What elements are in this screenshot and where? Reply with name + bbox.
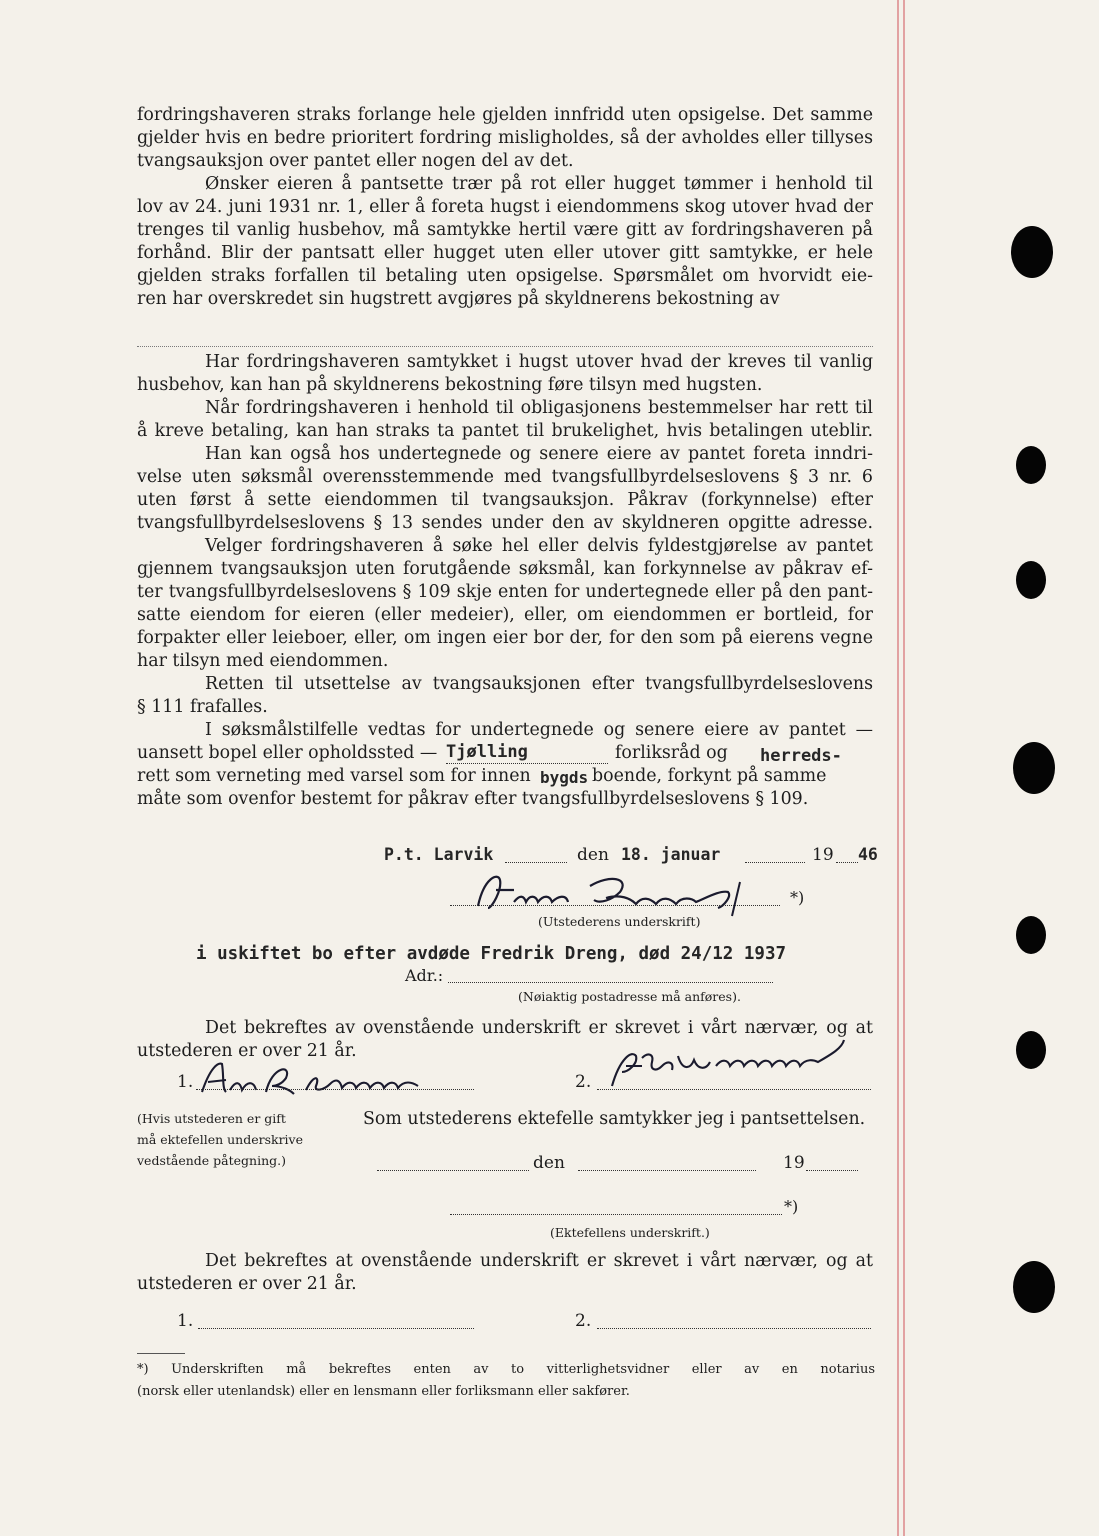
text-line: gjennem tvangsauksjon uten forutgående søksmål, kan forkynnelse av påkrav ef-	[137, 559, 873, 579]
text-line: Ønsker eieren å pantsette trær på rot eller hugget tømmer i henhold til	[205, 174, 873, 194]
text-line: Retten til utsettelse av tvangsauksjonen efter tvangsfullbyrdelseslovens	[205, 674, 873, 694]
punch-hole	[1011, 226, 1053, 278]
witness-line	[597, 1328, 871, 1329]
spouse-note	[137, 1108, 303, 1171]
adr-label: Adr.:	[405, 966, 444, 985]
footnote-line: *) Underskriften må bekreftes enten av to vitterlighetsvidner eller av en notarius	[137, 1362, 875, 1377]
text-line: Har fordringshaveren samtykket i hugst utover hvad der kreves til vanlig	[205, 352, 873, 372]
spouse-den-label: den	[533, 1153, 565, 1173]
spouse-caption: (Ektefellens underskrift.)	[550, 1225, 710, 1240]
spouse-consent: Som utstederens ektefelle samtykker jeg i pantsettelsen.	[363, 1109, 866, 1129]
text-line: fordringshaveren straks forlange hele gjelden innfridd uten opsigelse. Det samme	[137, 105, 873, 125]
spouse-note-line: (Hvis utstederen er gift	[137, 1111, 286, 1126]
witness-number: 1.	[177, 1072, 194, 1092]
den-label: den	[577, 845, 609, 865]
text-line: trenges til vanlig husbehov, må samtykke hertil være gitt av fordringshaveren på	[137, 220, 873, 240]
text-line: velse uten søksmål overensstemmende med tvangsfullbyrdelseslovens § 3 nr. 6	[137, 467, 873, 487]
text-line: Han kan også hos undertegnede og senere eiere av pantet foreta inndri-	[205, 444, 873, 464]
footnote-rule	[137, 1353, 185, 1354]
spouse-year-prefix: 19	[783, 1153, 805, 1173]
witness-line	[198, 1328, 474, 1329]
text-line: uten først å sette eiendommen til tvangsauksjon. Påkrav (forkynnelse) efter	[137, 490, 873, 510]
text-line: Velger fordringshaveren å søke hel eller delvis fyldestgjørelse av pantet	[205, 536, 873, 556]
confirm-text: utstederen er over 21 år.	[137, 1274, 357, 1294]
text-line: rett som verneting med varsel som for innen	[137, 766, 531, 786]
court-place: Tjølling	[446, 742, 528, 762]
text-line: måte som ovenfor bestemt for påkrav efter tvangsfullbyrdelseslovens § 109.	[137, 789, 809, 809]
witness-number: 1.	[177, 1311, 194, 1331]
text-line: lov av 24. juni 1931 nr. 1, eller å foreta hugst i eiendommens skog utover hvad der	[137, 197, 873, 217]
text-line: gjelder hvis en bedre prioritert fordring misligholdes, så der avholdes eller tillyses	[137, 128, 873, 148]
day-month: 18. januar	[621, 845, 721, 864]
text-line: ter tvangsfullbyrdelseslovens § 109 skje enten for undertegnede eller på den pant-	[137, 582, 873, 602]
punch-hole	[1013, 1261, 1055, 1313]
witness-line	[196, 1089, 474, 1090]
witness-line	[597, 1089, 871, 1090]
asterisk-marker: *)	[784, 1197, 799, 1216]
issuer-note: i uskiftet bo efter avdøde Fredrik Dreng, død 24/12 1937	[196, 944, 787, 964]
place: P.t. Larvik	[384, 845, 494, 864]
court-type: herreds-	[760, 746, 842, 766]
punch-hole	[1016, 446, 1046, 484]
witness-signature-2	[602, 1036, 852, 1092]
punch-hole	[1016, 916, 1046, 954]
issuer-signature	[470, 868, 770, 918]
text-line: å kreve betaling, kan han straks ta pantet til brukelighet, hvis betalingen uteblir.	[137, 421, 873, 441]
text-line: ren har overskredet sin hugstrett avgjøres på skyldnerens bekostning av	[137, 289, 780, 309]
blank-line	[446, 763, 608, 764]
text-line: satte eiendom for eieren (eller medeier), eller, om eiendommen er bortleid, for	[137, 605, 873, 625]
address-line	[448, 982, 773, 983]
blank-line	[745, 862, 805, 863]
asterisk-marker: *)	[790, 888, 805, 907]
dotted-separator	[137, 346, 873, 347]
punch-hole	[1016, 1031, 1046, 1069]
confirm-text: utstederen er over 21 år.	[137, 1041, 357, 1061]
text-line: tvangsauksjon over pantet eller nogen del av det.	[137, 151, 574, 171]
blank-line	[578, 1170, 756, 1171]
text-line: husbehov, kan han på skyldnerens bekostning føre tilsyn med hugsten.	[137, 375, 763, 395]
witness-number: 2.	[575, 1072, 592, 1092]
signature-line	[450, 905, 780, 906]
spouse-note-line: må ektefellen underskrive	[137, 1132, 304, 1147]
confirm-text: Det bekreftes av ovenstående underskrift er skrevet i vårt nærvær, og at	[205, 1018, 873, 1038]
footnote-line: (norsk eller utenlandsk) eller en lensmann eller forliksmann eller sakfører.	[137, 1384, 630, 1399]
text-line: har tilsyn med eiendommen.	[137, 651, 389, 671]
confirm-text: Det bekreftes at ovenstående underskrift er skrevet i vårt nærvær, og at	[205, 1251, 873, 1271]
spouse-note-line: vedstående påtegning.)	[137, 1153, 286, 1168]
witness-number: 2.	[575, 1311, 592, 1331]
text-line: forhånd. Blir der pantsatt eller hugget uten eller utover gitt samtykke, er hele	[137, 243, 873, 263]
text-line: Når fordringshaveren i henhold til obligasjonens bestemmelser har rett til	[205, 398, 873, 418]
year-suffix: 46	[858, 845, 878, 864]
signature-caption: (Utstederens underskrift)	[538, 914, 701, 929]
blank-line	[806, 1170, 858, 1171]
address-caption: (Nøiaktig postadresse må anføres).	[518, 989, 741, 1004]
margin-rule	[897, 0, 899, 1536]
year-prefix: 19	[812, 845, 834, 865]
text-line: boende, forkynt på samme	[592, 766, 827, 786]
blank-line	[505, 862, 567, 863]
blank-line	[377, 1170, 529, 1171]
text-line: I søksmålstilfelle vedtas for undertegnede og senere eiere av pantet —	[205, 720, 873, 740]
punch-hole	[1016, 561, 1046, 599]
text-line: forpakter eller leieboer, eller, om ingen eier bor der, for den som på eierens vegne	[137, 628, 873, 648]
punch-hole	[1013, 742, 1055, 794]
text-line: tvangsfullbyrdelseslovens § 13 sendes under den av skyldneren opgitte adresse.	[137, 513, 873, 533]
text-line: uansett bopel eller opholdssted —	[137, 743, 438, 763]
jurisdiction: bygds	[540, 768, 589, 787]
margin-rule-inner	[903, 0, 905, 1536]
text-line: forliksråd og	[615, 743, 728, 763]
spouse-signature-line	[450, 1214, 782, 1215]
witness-signature-1	[196, 1056, 436, 1100]
text-line: § 111 frafalles.	[137, 697, 268, 717]
text-line: gjelden straks forfallen til betaling uten opsigelse. Spørsmålet om hvorvidt eie-	[137, 266, 873, 286]
blank-line	[836, 862, 858, 863]
